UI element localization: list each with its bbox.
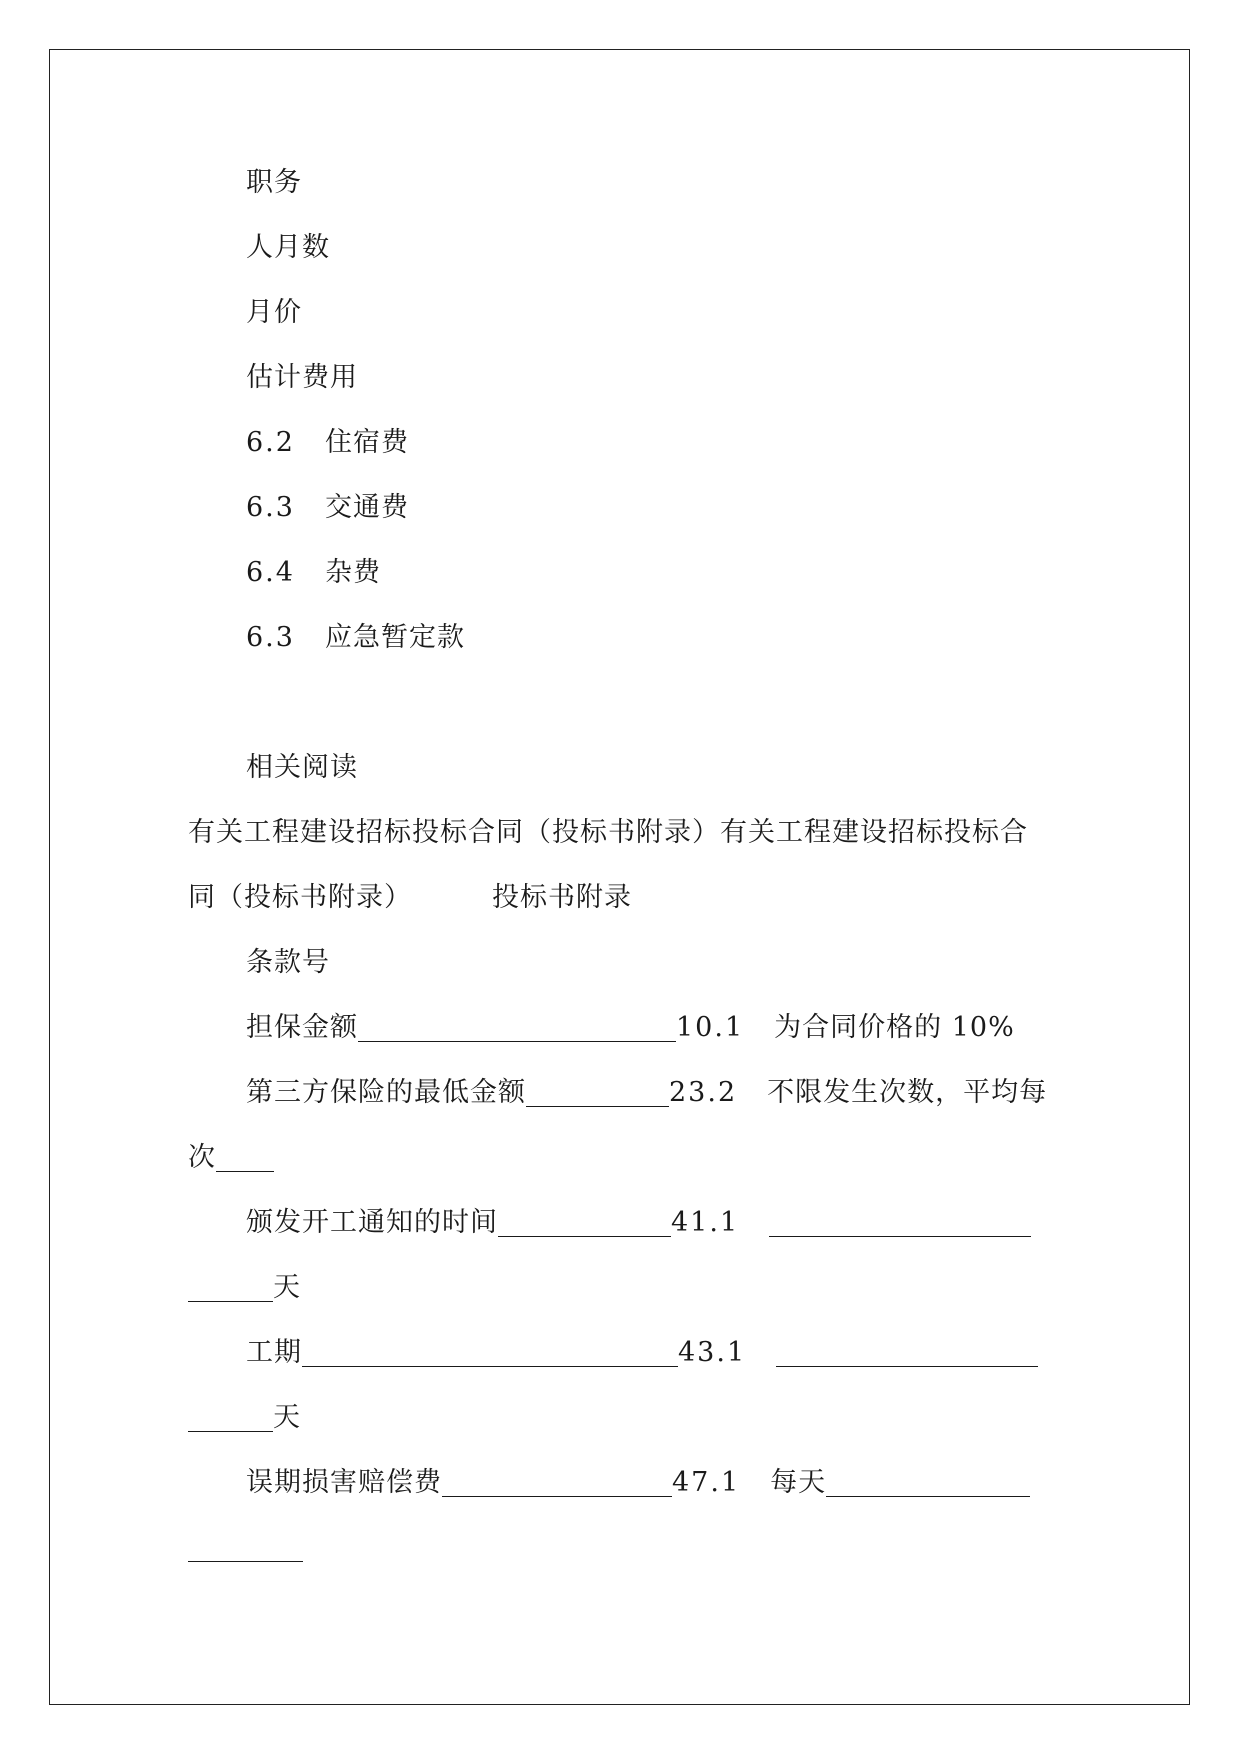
row-insurance-continued xyxy=(188,1125,1068,1190)
guarantee-value: 为合同价格的 10% xyxy=(774,1012,1015,1043)
liquidated-damages-amount-blank-cont xyxy=(188,1531,303,1562)
item-lodging-label: 住宿费 xyxy=(324,427,409,458)
item-estimated-cost: 估计费用 xyxy=(246,362,358,393)
row-guarantee xyxy=(188,995,1068,1060)
guarantee-label: 担保金额 xyxy=(246,1012,358,1043)
item-contingency-label: 应急暂定款 xyxy=(324,622,465,653)
duration-clause: 43.1 xyxy=(678,1337,747,1368)
item-lodging xyxy=(188,410,1068,475)
liquidated-damages-clause: 47.1 xyxy=(672,1467,741,1498)
item-transport-label: 交通费 xyxy=(324,492,409,523)
related-title-part-a: 同（投标书附录） xyxy=(188,882,412,913)
commencement-label: 颁发开工通知的时间 xyxy=(246,1207,498,1238)
blank-line xyxy=(188,670,1068,735)
liquidated-damages-amount-blank xyxy=(826,1466,1030,1497)
guarantee-clause: 10.1 xyxy=(676,1012,745,1043)
row-commencement-continued xyxy=(188,1255,1068,1320)
insurance-label: 第三方保险的最低金额 xyxy=(246,1077,526,1108)
commencement-blank xyxy=(498,1206,671,1237)
item-contingency-number: 6.3 xyxy=(246,622,295,653)
row-duration-continued xyxy=(188,1385,1068,1450)
row-liquidated-damages-continued xyxy=(188,1515,1068,1580)
row-commencement xyxy=(188,1190,1068,1255)
item-position: 职务 xyxy=(246,167,302,198)
related-title-line-1: 有关工程建设招标投标合同（投标书附录）有关工程建设招标投标合 xyxy=(188,817,1028,848)
item-misc-label: 杂费 xyxy=(324,557,381,588)
insurance-value: 不限发生次数，平均每 xyxy=(767,1077,1048,1108)
insurance-continuation: 次 xyxy=(188,1142,216,1173)
duration-unit: 天 xyxy=(273,1402,301,1433)
row-insurance xyxy=(188,1060,1068,1125)
duration-label: 工期 xyxy=(246,1337,302,1368)
related-title-line-2 xyxy=(188,865,1068,930)
duration-days-blank-cont xyxy=(188,1401,273,1432)
item-misc xyxy=(188,540,1068,605)
duration-days-blank xyxy=(776,1336,1038,1367)
item-transport-number: 6.3 xyxy=(246,492,295,523)
insurance-blank xyxy=(526,1076,669,1107)
row-liquidated-damages xyxy=(188,1450,1068,1515)
liquidated-damages-value: 每天 xyxy=(770,1467,827,1498)
related-reading-heading: 相关阅读 xyxy=(246,752,358,783)
item-monthly-price: 月价 xyxy=(246,297,302,328)
duration-blank xyxy=(302,1336,678,1367)
insurance-clause: 23.2 xyxy=(669,1077,738,1108)
item-lodging-number: 6.2 xyxy=(246,427,295,458)
guarantee-blank xyxy=(358,1011,676,1042)
insurance-amount-blank xyxy=(216,1141,274,1172)
item-man-months: 人月数 xyxy=(246,232,330,263)
commencement-days-blank xyxy=(769,1206,1031,1237)
commencement-unit: 天 xyxy=(273,1272,301,1303)
liquidated-damages-blank xyxy=(442,1466,672,1497)
clause-number-header: 条款号 xyxy=(246,947,330,978)
item-transport xyxy=(188,475,1068,540)
liquidated-damages-label: 误期损害赔偿费 xyxy=(246,1467,442,1498)
related-title-part-b: 投标书附录 xyxy=(492,882,632,913)
commencement-clause: 41.1 xyxy=(671,1207,740,1238)
document-body xyxy=(188,150,1068,1580)
row-duration xyxy=(188,1320,1068,1385)
item-contingency xyxy=(188,605,1068,670)
commencement-days-blank-cont xyxy=(188,1271,273,1302)
item-misc-number: 6.4 xyxy=(246,557,295,588)
